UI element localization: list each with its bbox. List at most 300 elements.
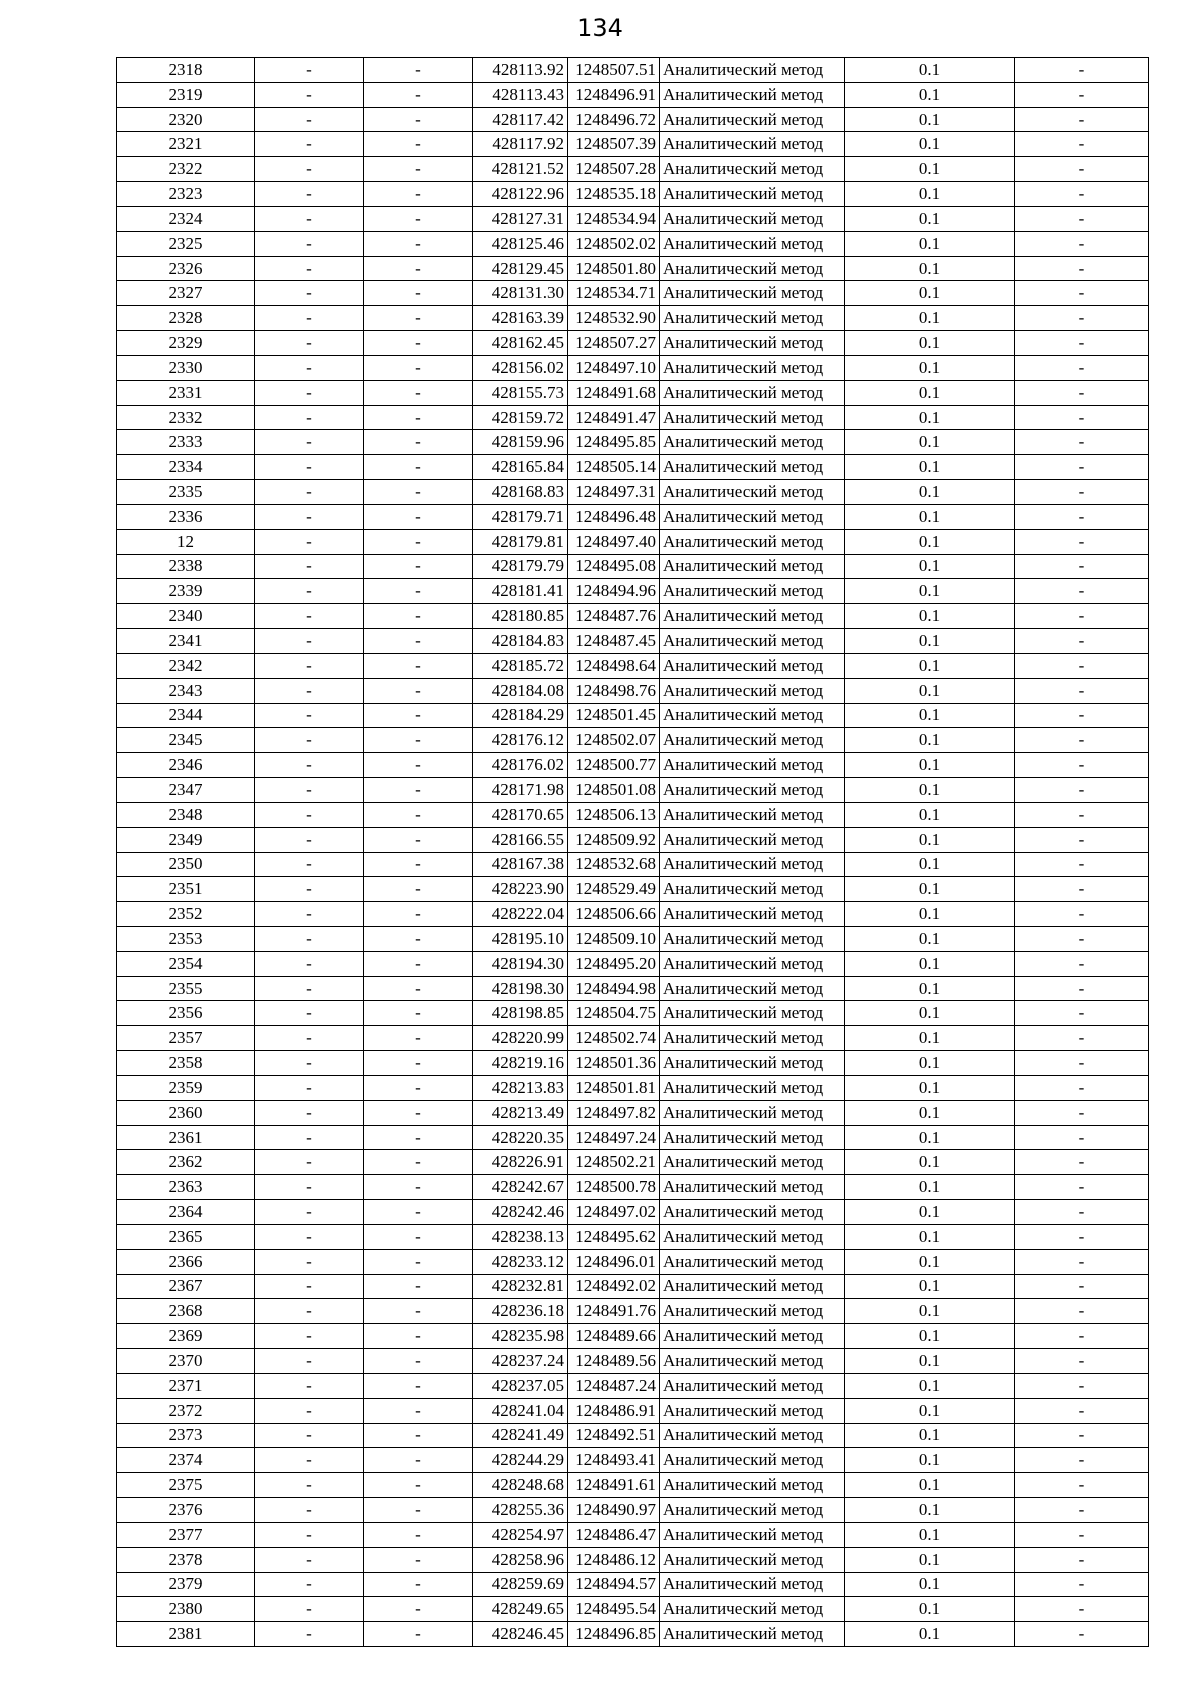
table-row [117,1547,1149,1572]
x-coordinate-cell: 428237.24 [473,1349,568,1374]
x-coordinate-cell: 428159.72 [473,405,568,430]
empty-cell-3: - [1015,1473,1149,1498]
y-coordinate-cell: 1248494.96 [568,579,660,604]
accuracy-cell: 0.1 [845,877,1015,902]
empty-cell-3: - [1015,976,1149,1001]
table-row [117,405,1149,430]
y-coordinate-cell: 1248529.49 [568,877,660,902]
method-cell: Аналитический метод [660,877,845,902]
empty-cell-2: - [364,1622,473,1647]
empty-cell-3: - [1015,1448,1149,1473]
method-cell: Аналитический метод [660,1299,845,1324]
x-coordinate-cell: 428226.91 [473,1150,568,1175]
empty-cell-3: - [1015,480,1149,505]
method-cell: Аналитический метод [660,1398,845,1423]
empty-cell-1: - [255,480,364,505]
empty-cell-2: - [364,529,473,554]
empty-cell-1: - [255,629,364,654]
method-cell: Аналитический метод [660,132,845,157]
accuracy-cell: 0.1 [845,1622,1015,1647]
method-cell: Аналитический метод [660,1249,845,1274]
empty-cell-2: - [364,1249,473,1274]
method-cell: Аналитический метод [660,1125,845,1150]
point-number-cell: 2331 [117,380,255,405]
accuracy-cell: 0.1 [845,1274,1015,1299]
empty-cell-3: - [1015,1398,1149,1423]
empty-cell-1: - [255,1150,364,1175]
method-cell: Аналитический метод [660,529,845,554]
x-coordinate-cell: 428258.96 [473,1547,568,1572]
method-cell: Аналитический метод [660,976,845,1001]
accuracy-cell: 0.1 [845,1075,1015,1100]
method-cell: Аналитический метод [660,554,845,579]
point-number-cell: 2371 [117,1373,255,1398]
empty-cell-3: - [1015,355,1149,380]
y-coordinate-cell: 1248496.91 [568,82,660,107]
method-cell: Аналитический метод [660,678,845,703]
method-cell: Аналитический метод [660,355,845,380]
table-row [117,157,1149,182]
empty-cell-1: - [255,380,364,405]
empty-cell-3: - [1015,132,1149,157]
x-coordinate-cell: 428235.98 [473,1324,568,1349]
point-number-cell: 2339 [117,579,255,604]
point-number-cell: 2334 [117,455,255,480]
empty-cell-3: - [1015,306,1149,331]
table-row [117,1274,1149,1299]
empty-cell-3: - [1015,1373,1149,1398]
method-cell: Аналитический метод [660,604,845,629]
empty-cell-1: - [255,1522,364,1547]
x-coordinate-cell: 428171.98 [473,778,568,803]
method-cell: Аналитический метод [660,1200,845,1225]
point-number-cell: 2357 [117,1026,255,1051]
x-coordinate-cell: 428195.10 [473,926,568,951]
table-row [117,1224,1149,1249]
point-number-cell: 2370 [117,1349,255,1374]
empty-cell-3: - [1015,1125,1149,1150]
empty-cell-3: - [1015,529,1149,554]
accuracy-cell: 0.1 [845,430,1015,455]
empty-cell-1: - [255,728,364,753]
y-coordinate-cell: 1248491.47 [568,405,660,430]
empty-cell-1: - [255,778,364,803]
empty-cell-2: - [364,504,473,529]
point-number-cell: 2333 [117,430,255,455]
empty-cell-1: - [255,1200,364,1225]
empty-cell-2: - [364,753,473,778]
table-row [117,976,1149,1001]
empty-cell-2: - [364,405,473,430]
empty-cell-1: - [255,926,364,951]
x-coordinate-cell: 428113.43 [473,82,568,107]
table-row [117,579,1149,604]
empty-cell-3: - [1015,82,1149,107]
y-coordinate-cell: 1248501.45 [568,703,660,728]
y-coordinate-cell: 1248498.64 [568,653,660,678]
y-coordinate-cell: 1248497.24 [568,1125,660,1150]
x-coordinate-cell: 428223.90 [473,877,568,902]
empty-cell-1: - [255,1597,364,1622]
empty-cell-2: - [364,1448,473,1473]
empty-cell-3: - [1015,1547,1149,1572]
x-coordinate-cell: 428156.02 [473,355,568,380]
method-cell: Аналитический метод [660,778,845,803]
table-row [117,1125,1149,1150]
empty-cell-2: - [364,1125,473,1150]
table-row [117,653,1149,678]
y-coordinate-cell: 1248502.21 [568,1150,660,1175]
table-row [117,1622,1149,1647]
empty-cell-1: - [255,529,364,554]
point-number-cell: 2360 [117,1100,255,1125]
empty-cell-1: - [255,604,364,629]
method-cell: Аналитический метод [660,728,845,753]
x-coordinate-cell: 428168.83 [473,480,568,505]
accuracy-cell: 0.1 [845,827,1015,852]
accuracy-cell: 0.1 [845,157,1015,182]
accuracy-cell: 0.1 [845,380,1015,405]
point-number-cell: 2359 [117,1075,255,1100]
y-coordinate-cell: 1248534.71 [568,281,660,306]
accuracy-cell: 0.1 [845,629,1015,654]
method-cell: Аналитический метод [660,107,845,132]
accuracy-cell: 0.1 [845,355,1015,380]
method-cell: Аналитический метод [660,1349,845,1374]
empty-cell-3: - [1015,1200,1149,1225]
empty-cell-1: - [255,82,364,107]
point-number-cell: 2367 [117,1274,255,1299]
point-number-cell: 2340 [117,604,255,629]
method-cell: Аналитический метод [660,802,845,827]
x-coordinate-cell: 428244.29 [473,1448,568,1473]
method-cell: Аналитический метод [660,1224,845,1249]
point-number-cell: 2344 [117,703,255,728]
table-row [117,926,1149,951]
accuracy-cell: 0.1 [845,1349,1015,1374]
method-cell: Аналитический метод [660,206,845,231]
table-row [117,1473,1149,1498]
empty-cell-3: - [1015,1175,1149,1200]
x-coordinate-cell: 428220.99 [473,1026,568,1051]
empty-cell-2: - [364,852,473,877]
y-coordinate-cell: 1248534.94 [568,206,660,231]
table-row [117,529,1149,554]
empty-cell-2: - [364,778,473,803]
accuracy-cell: 0.1 [845,678,1015,703]
accuracy-cell: 0.1 [845,554,1015,579]
empty-cell-1: - [255,355,364,380]
accuracy-cell: 0.1 [845,753,1015,778]
method-cell: Аналитический метод [660,430,845,455]
table-row [117,778,1149,803]
empty-cell-3: - [1015,405,1149,430]
empty-cell-3: - [1015,231,1149,256]
method-cell: Аналитический метод [660,1075,845,1100]
empty-cell-1: - [255,430,364,455]
y-coordinate-cell: 1248490.97 [568,1498,660,1523]
empty-cell-2: - [364,877,473,902]
table-row [117,380,1149,405]
empty-cell-2: - [364,355,473,380]
y-coordinate-cell: 1248487.76 [568,604,660,629]
empty-cell-3: - [1015,1299,1149,1324]
empty-cell-1: - [255,281,364,306]
empty-cell-1: - [255,1398,364,1423]
empty-cell-2: - [364,206,473,231]
accuracy-cell: 0.1 [845,256,1015,281]
method-cell: Аналитический метод [660,1001,845,1026]
method-cell: Аналитический метод [660,182,845,207]
empty-cell-1: - [255,1572,364,1597]
accuracy-cell: 0.1 [845,1572,1015,1597]
accuracy-cell: 0.1 [845,778,1015,803]
x-coordinate-cell: 428131.30 [473,281,568,306]
point-number-cell: 2345 [117,728,255,753]
empty-cell-2: - [364,480,473,505]
y-coordinate-cell: 1248507.51 [568,58,660,83]
x-coordinate-cell: 428176.02 [473,753,568,778]
empty-cell-2: - [364,1200,473,1225]
empty-cell-1: - [255,1051,364,1076]
point-number-cell: 2361 [117,1125,255,1150]
y-coordinate-cell: 1248496.48 [568,504,660,529]
point-number-cell: 2349 [117,827,255,852]
x-coordinate-cell: 428159.96 [473,430,568,455]
y-coordinate-cell: 1248496.01 [568,1249,660,1274]
x-coordinate-cell: 428198.30 [473,976,568,1001]
accuracy-cell: 0.1 [845,1001,1015,1026]
y-coordinate-cell: 1248501.80 [568,256,660,281]
x-coordinate-cell: 428117.92 [473,132,568,157]
accuracy-cell: 0.1 [845,58,1015,83]
method-cell: Аналитический метод [660,753,845,778]
table-row [117,802,1149,827]
empty-cell-3: - [1015,554,1149,579]
table-row [117,206,1149,231]
empty-cell-1: - [255,206,364,231]
point-number-cell: 2342 [117,653,255,678]
empty-cell-1: - [255,58,364,83]
y-coordinate-cell: 1248495.08 [568,554,660,579]
table-body [117,58,1149,1647]
accuracy-cell: 0.1 [845,1498,1015,1523]
empty-cell-1: - [255,554,364,579]
accuracy-cell: 0.1 [845,604,1015,629]
point-number-cell: 2338 [117,554,255,579]
empty-cell-3: - [1015,331,1149,356]
x-coordinate-cell: 428176.12 [473,728,568,753]
empty-cell-2: - [364,579,473,604]
empty-cell-3: - [1015,157,1149,182]
method-cell: Аналитический метод [660,1448,845,1473]
x-coordinate-cell: 428259.69 [473,1572,568,1597]
y-coordinate-cell: 1248535.18 [568,182,660,207]
accuracy-cell: 0.1 [845,231,1015,256]
y-coordinate-cell: 1248494.57 [568,1572,660,1597]
x-coordinate-cell: 428222.04 [473,902,568,927]
point-number-cell: 2377 [117,1522,255,1547]
accuracy-cell: 0.1 [845,1324,1015,1349]
table-row [117,1249,1149,1274]
x-coordinate-cell: 428185.72 [473,653,568,678]
x-coordinate-cell: 428232.81 [473,1274,568,1299]
empty-cell-2: - [364,58,473,83]
accuracy-cell: 0.1 [845,1448,1015,1473]
empty-cell-2: - [364,1373,473,1398]
method-cell: Аналитический метод [660,1498,845,1523]
x-coordinate-cell: 428219.16 [473,1051,568,1076]
table-row [117,256,1149,281]
table-row [117,1150,1149,1175]
y-coordinate-cell: 1248495.85 [568,430,660,455]
point-number-cell: 2335 [117,480,255,505]
empty-cell-1: - [255,827,364,852]
empty-cell-2: - [364,306,473,331]
empty-cell-3: - [1015,1498,1149,1523]
y-coordinate-cell: 1248502.02 [568,231,660,256]
accuracy-cell: 0.1 [845,306,1015,331]
table-row [117,1324,1149,1349]
empty-cell-2: - [364,1498,473,1523]
empty-cell-2: - [364,902,473,927]
empty-cell-1: - [255,256,364,281]
y-coordinate-cell: 1248532.68 [568,852,660,877]
y-coordinate-cell: 1248495.62 [568,1224,660,1249]
table-row [117,554,1149,579]
x-coordinate-cell: 428166.55 [473,827,568,852]
x-coordinate-cell: 428163.39 [473,306,568,331]
empty-cell-2: - [364,554,473,579]
method-cell: Аналитический метод [660,455,845,480]
point-number-cell: 2353 [117,926,255,951]
x-coordinate-cell: 428184.83 [473,629,568,654]
empty-cell-2: - [364,430,473,455]
empty-cell-1: - [255,405,364,430]
y-coordinate-cell: 1248501.81 [568,1075,660,1100]
x-coordinate-cell: 428184.29 [473,703,568,728]
point-number-cell: 2330 [117,355,255,380]
empty-cell-2: - [364,678,473,703]
empty-cell-1: - [255,231,364,256]
point-number-cell: 2376 [117,1498,255,1523]
y-coordinate-cell: 1248491.61 [568,1473,660,1498]
method-cell: Аналитический метод [660,1547,845,1572]
x-coordinate-cell: 428127.31 [473,206,568,231]
empty-cell-1: - [255,182,364,207]
empty-cell-3: - [1015,877,1149,902]
empty-cell-2: - [364,926,473,951]
y-coordinate-cell: 1248496.72 [568,107,660,132]
accuracy-cell: 0.1 [845,132,1015,157]
table-row [117,629,1149,654]
accuracy-cell: 0.1 [845,852,1015,877]
empty-cell-1: - [255,802,364,827]
method-cell: Аналитический метод [660,1373,845,1398]
table-row [117,902,1149,927]
method-cell: Аналитический метод [660,1324,845,1349]
accuracy-cell: 0.1 [845,182,1015,207]
point-number-cell: 2381 [117,1622,255,1647]
y-coordinate-cell: 1248501.08 [568,778,660,803]
empty-cell-3: - [1015,1522,1149,1547]
x-coordinate-cell: 428194.30 [473,951,568,976]
accuracy-cell: 0.1 [845,976,1015,1001]
accuracy-cell: 0.1 [845,579,1015,604]
table-row [117,951,1149,976]
method-cell: Аналитический метод [660,480,845,505]
empty-cell-1: - [255,877,364,902]
empty-cell-1: - [255,902,364,927]
y-coordinate-cell: 1248492.02 [568,1274,660,1299]
accuracy-cell: 0.1 [845,455,1015,480]
empty-cell-1: - [255,107,364,132]
empty-cell-1: - [255,504,364,529]
accuracy-cell: 0.1 [845,951,1015,976]
empty-cell-2: - [364,1175,473,1200]
page-number: 134 [577,14,623,42]
empty-cell-3: - [1015,1150,1149,1175]
y-coordinate-cell: 1248491.76 [568,1299,660,1324]
table-row [117,1448,1149,1473]
x-coordinate-cell: 428242.46 [473,1200,568,1225]
empty-cell-2: - [364,1075,473,1100]
table-row [117,1423,1149,1448]
y-coordinate-cell: 1248489.66 [568,1324,660,1349]
x-coordinate-cell: 428238.13 [473,1224,568,1249]
method-cell: Аналитический метод [660,281,845,306]
method-cell: Аналитический метод [660,827,845,852]
accuracy-cell: 0.1 [845,1150,1015,1175]
point-number-cell: 12 [117,529,255,554]
empty-cell-3: - [1015,852,1149,877]
point-number-cell: 2346 [117,753,255,778]
table-row [117,1026,1149,1051]
point-number-cell: 2379 [117,1572,255,1597]
empty-cell-1: - [255,157,364,182]
point-number-cell: 2368 [117,1299,255,1324]
method-cell: Аналитический метод [660,504,845,529]
empty-cell-3: - [1015,604,1149,629]
method-cell: Аналитический метод [660,926,845,951]
method-cell: Аналитический метод [660,1522,845,1547]
empty-cell-2: - [364,1547,473,1572]
empty-cell-2: - [364,1299,473,1324]
table-row [117,1299,1149,1324]
empty-cell-1: - [255,753,364,778]
table-row [117,703,1149,728]
empty-cell-2: - [364,629,473,654]
table-row [117,1373,1149,1398]
y-coordinate-cell: 1248497.10 [568,355,660,380]
x-coordinate-cell: 428241.04 [473,1398,568,1423]
point-number-cell: 2358 [117,1051,255,1076]
empty-cell-2: - [364,653,473,678]
empty-cell-2: - [364,1522,473,1547]
y-coordinate-cell: 1248497.40 [568,529,660,554]
table-row [117,355,1149,380]
point-number-cell: 2322 [117,157,255,182]
table-row [117,1051,1149,1076]
x-coordinate-cell: 428198.85 [473,1001,568,1026]
empty-cell-2: - [364,827,473,852]
empty-cell-1: - [255,1125,364,1150]
x-coordinate-cell: 428241.49 [473,1423,568,1448]
table-row [117,82,1149,107]
point-number-cell: 2329 [117,331,255,356]
empty-cell-1: - [255,1224,364,1249]
accuracy-cell: 0.1 [845,728,1015,753]
